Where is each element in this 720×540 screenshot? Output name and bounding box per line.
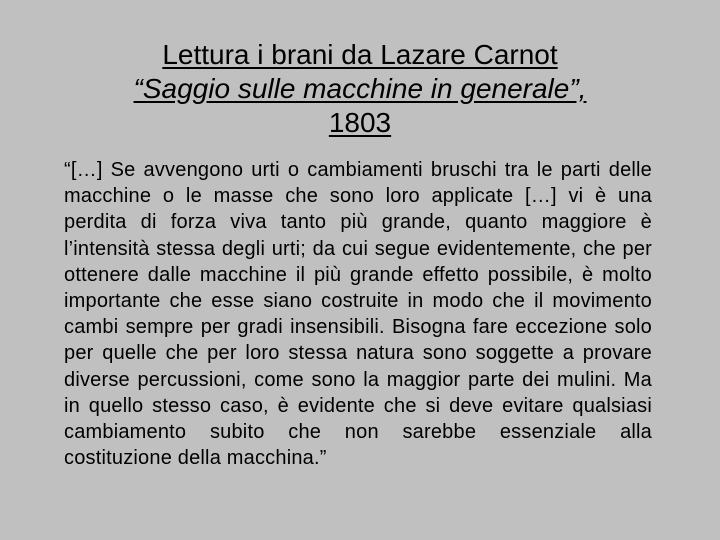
title-line-year: 1803 [328,107,392,138]
slide-title [40,38,680,140]
quote-text: “[…] Se avvengono urti o cambiamenti bruschi tra le parti delle macchine o le masse che sono loro applicate […] vi è una perdita di forza viva tanto più grande, quanto maggiore è l’intensità stessa degli urti; da cui segue evidentemente, che per ottenere dalle macchine il più grande effetto possibile, è molto importante che esse siano costruite in modo che il movimento cambi sempre per gradi insensibili. Bisogna fare eccezione solo per quelle che per loro stessa natura sono soggette a provare diverse percussioni, come sono la maggior parte dei mulini. Ma in quello stesso caso, è evidente che si deve evitare qualsiasi cambiamento subito che non sarebbe essenziale alla costituzione della macchina.” [64,159,652,470]
title-line-author: Lettura i brani da Lazare Carnot [162,39,558,70]
title-line-work: “Saggio sulle macchine in generale”, [133,73,587,104]
